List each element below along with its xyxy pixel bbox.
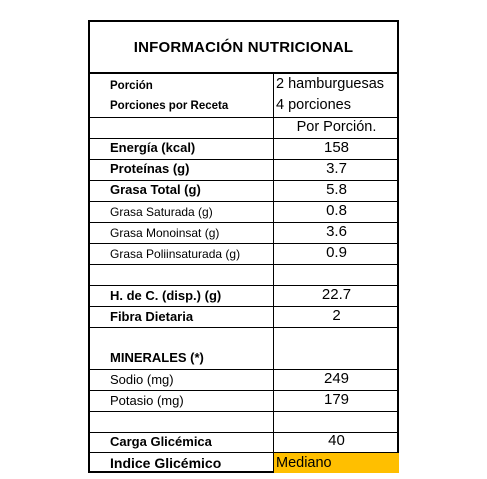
indice-glicemico-label: Indice Glicémico xyxy=(110,455,222,471)
carga-glicemica-value: 40 xyxy=(328,432,345,449)
row-line xyxy=(90,264,397,265)
row-line xyxy=(90,327,397,328)
grasa-saturada-value: 0.8 xyxy=(326,202,347,219)
per-recipe-value: 4 porciones xyxy=(276,97,351,113)
energia-value: 158 xyxy=(323,139,350,156)
carbohidratos-label: H. de C. (disp.) (g) xyxy=(110,288,222,303)
nutrition-title: INFORMACIÓN NUTRICIONAL xyxy=(133,38,354,56)
grasa-monoinsat-label: Grasa Monoinsat (g) xyxy=(110,226,220,240)
nutrition-facts-panel xyxy=(88,20,399,473)
column-header: Por Porción. xyxy=(296,119,377,135)
row-line xyxy=(90,411,397,412)
indice-glicemico-value: Mediano xyxy=(276,455,332,471)
grasa-saturada-label: Grasa Saturada (g) xyxy=(110,205,213,219)
carbohidratos-value: 22.7 xyxy=(321,286,352,303)
grasa-total-label: Grasa Total (g) xyxy=(110,182,201,197)
grasa-poliinsat-label: Grasa Poliinsaturada (g) xyxy=(110,247,241,261)
portion-value: 2 hamburguesas xyxy=(276,76,385,92)
minerales-header: MINERALES (*) xyxy=(110,350,204,365)
sodio-value: 249 xyxy=(323,370,350,387)
potasio-label: Potasio (mg) xyxy=(110,393,184,408)
proteinas-label: Proteínas (g) xyxy=(110,161,190,176)
potasio-value: 179 xyxy=(323,391,350,408)
per-recipe-label: Porciones por Receta xyxy=(110,100,229,112)
fibra-label: Fibra Dietaria xyxy=(110,309,194,324)
grasa-monoinsat-value: 3.6 xyxy=(326,223,347,240)
grasa-poliinsat-value: 0.9 xyxy=(326,244,347,261)
portion-label: Porción xyxy=(110,80,153,92)
proteinas-value: 3.7 xyxy=(326,160,347,177)
fibra-value: 2 xyxy=(332,307,341,324)
grasa-total-value: 5.8 xyxy=(326,181,347,198)
carga-glicemica-label: Carga Glicémica xyxy=(110,434,212,449)
sodio-label: Sodio (mg) xyxy=(110,372,174,387)
energia-label: Energía (kcal) xyxy=(110,140,196,155)
